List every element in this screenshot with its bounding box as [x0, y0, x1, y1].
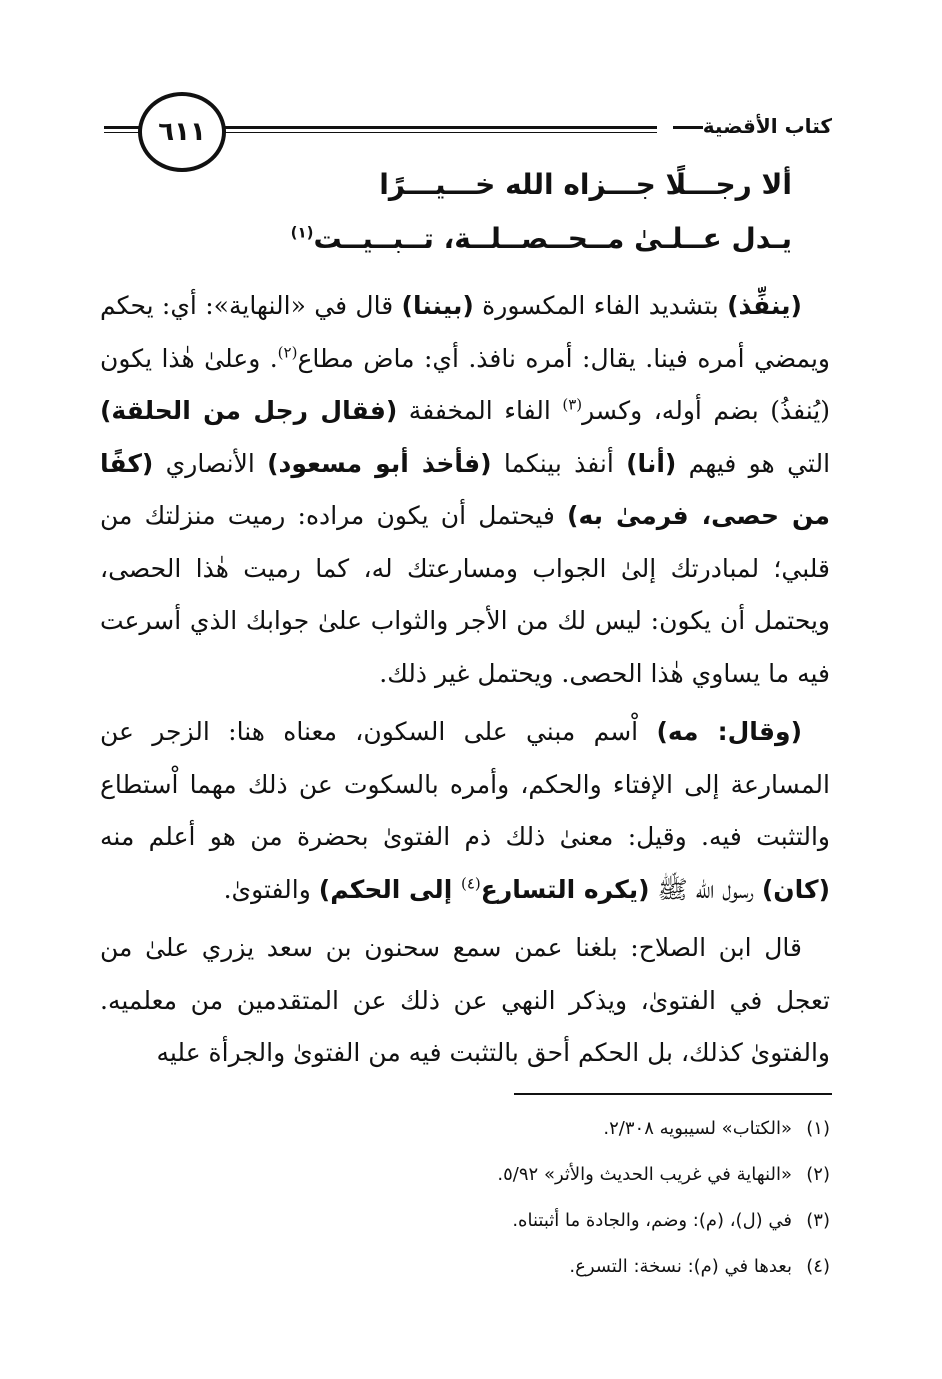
- footnotes: [330, 1106, 830, 1290]
- text-segment: إلى الحكم): [318, 874, 461, 904]
- verse-line-2-text: يـدل عــلـىٰ مــحــصــلــة، تــبــيــت: [313, 222, 792, 255]
- footnote-ref: (١): [290, 223, 314, 242]
- text-segment: (وقال: مه): [656, 717, 803, 746]
- text-segment: (كان): [761, 874, 830, 904]
- text-segment: الفاء المخففة: [397, 396, 563, 425]
- footnote: [330, 1198, 830, 1244]
- footnote-number: (٤): [806, 1256, 830, 1277]
- footnote: [330, 1106, 830, 1152]
- text-segment: التي هو فيهم: [676, 448, 831, 478]
- footnote-text: «الكتاب» لسيبويه ٢/٣٠٨.: [603, 1118, 792, 1139]
- footnote-text: في (ل)، (م): وضم، والجادة ما أثبتناه.: [512, 1210, 792, 1231]
- text-segment: أنفذ بينكما: [491, 448, 627, 478]
- footnote-ref: (٤): [460, 874, 481, 893]
- text-segment: قال في «النهاية»: أي: يحكم ويمضي أمره فينا. يقال: أمره نافذ. أي: ماض مطاع: [100, 291, 830, 373]
- footnote-number: (٣): [806, 1210, 830, 1231]
- footnote-text: بعدها في (م): نسخة: التسرع.: [569, 1256, 792, 1277]
- footnote-ref: (٣): [562, 395, 583, 414]
- footnote-text: «النهاية في غريب الحديث والأثر» ٥/٩٢.: [497, 1164, 792, 1185]
- main-text: [100, 280, 830, 1086]
- title-dash: [673, 126, 703, 129]
- footnote-ref: (٢): [277, 343, 298, 362]
- text-segment: بتشديد الفاء المكسورة: [473, 291, 728, 320]
- running-title-text: كتاب الأقضية: [702, 114, 832, 138]
- verse-line-1: ألا رجـــلًا جـــزاه الله خـــيـــرًا: [379, 168, 792, 201]
- text-segment: (أنا): [626, 448, 677, 478]
- page-number: ٦١١: [138, 92, 226, 172]
- text-segment: رسول الله ﷺ: [649, 874, 762, 904]
- footnote: [330, 1244, 830, 1290]
- paragraph: [100, 922, 830, 1080]
- text-segment: (فأخذ أبو مسعود): [267, 448, 492, 478]
- paragraph: [100, 706, 830, 916]
- paragraph: [100, 280, 830, 700]
- text-segment: والفتوىٰ.: [223, 874, 319, 904]
- running-title: [657, 114, 832, 138]
- footnote-divider: [514, 1093, 832, 1095]
- footnote: [330, 1152, 830, 1198]
- text-segment: . وعلىٰ هٰذا يكون (يُنفذُ) بضم أوله، وكسر: [100, 343, 830, 425]
- footnote-number: (٢): [806, 1164, 830, 1185]
- page-header: [104, 92, 832, 172]
- text-segment: (فقال رجل من الحلقة): [100, 396, 398, 425]
- text-segment: فيحتمل أن يكون مراده: رميت منزلتك من قلبي؛ لمبادرتك إلىٰ الجواب ومسارعتك له، كما رميت هٰذا الحصى، ويحتمل أن يكون: ليس لك من الأجر والثواب علىٰ جوابك الذي أسرعت فيه ما يساوي هٰذا الحصى. ويحتمل غير ذلك.: [100, 501, 830, 688]
- text-segment: اْسم مبني على السكون، معناه هنا: الزجر عن المسارعة إلى الإفتاء والحكم، وأمره بالسكوت عن ذلك مهما اْستطاع والتثبت فيه. وقيل: معنىٰ ذلك ذم الفتوىٰ بحضرة من هو أعلم منه: [100, 717, 830, 851]
- text-segment: قال ابن الصلاح: بلغنا عمن سمع سحنون بن سعد يزري علىٰ من تعجل في الفتوىٰ، ويذكر النهي عن ذلك عن المتقدمين من معلميه. والفتوىٰ كذلك، بل الحكم أحق بالتثبت فيه من الفتوىٰ والجرأة عليه: [100, 933, 830, 1067]
- text-segment: الأنصاري: [153, 448, 268, 478]
- footnote-number: (١): [806, 1118, 830, 1139]
- verse-line-2: [291, 222, 792, 255]
- text-segment: (ينفِّذ): [727, 291, 802, 320]
- text-segment: (يكره التسارع: [480, 874, 650, 904]
- text-segment: (كفًا من حصى، فرمىٰ به): [100, 448, 830, 530]
- text-segment: (بيننا): [401, 291, 474, 320]
